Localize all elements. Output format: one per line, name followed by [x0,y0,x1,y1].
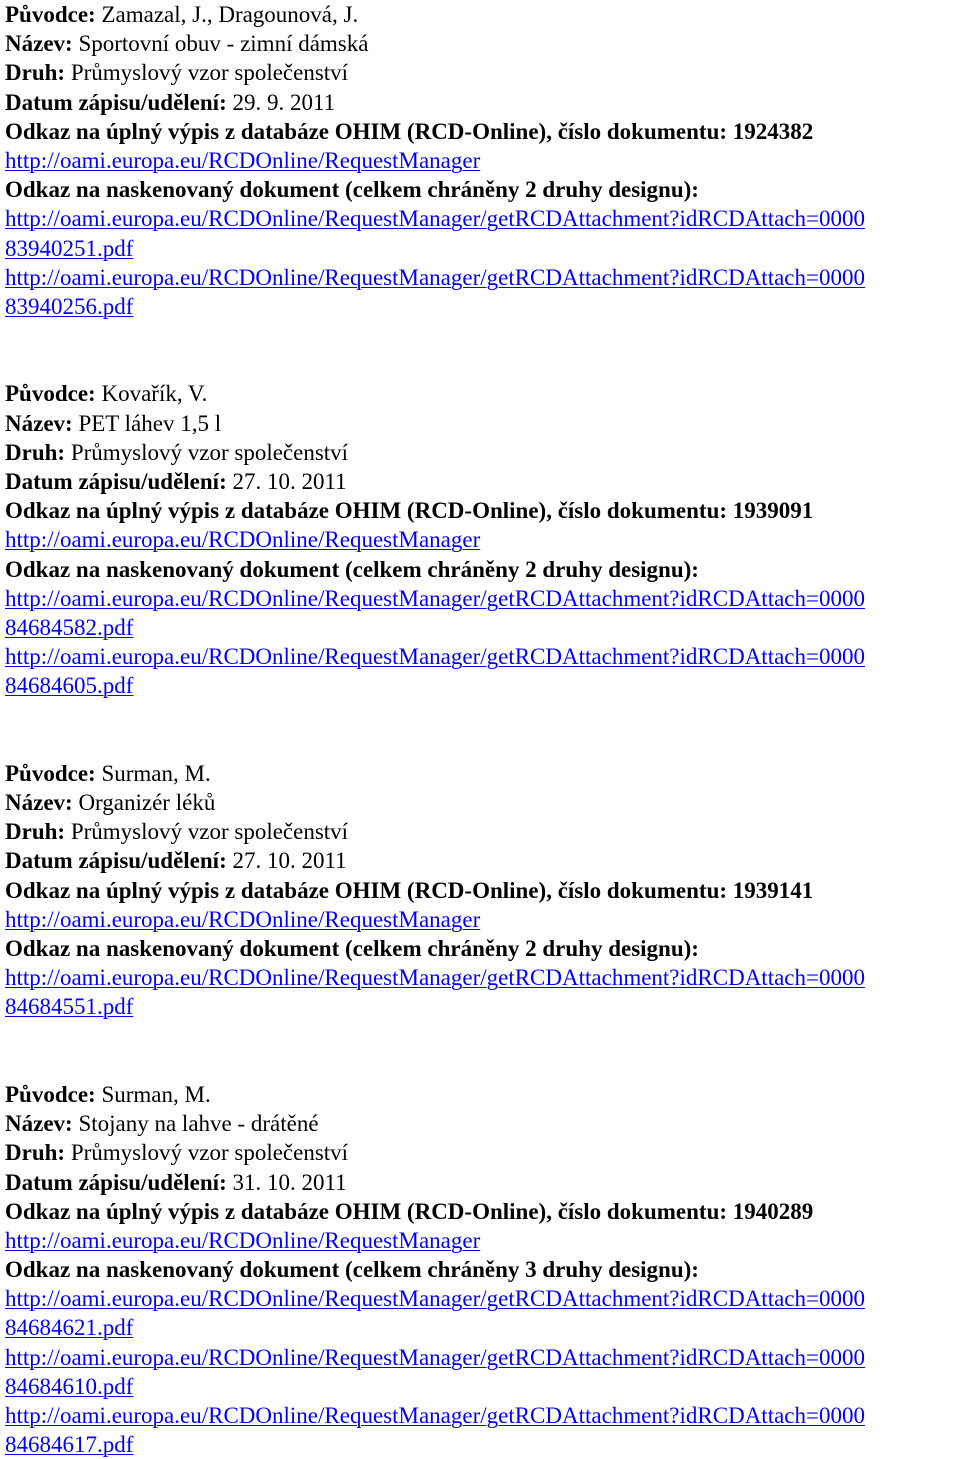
name-line [5,788,960,817]
author-value: Kovařík, V. [101,381,208,407]
date-value: 31. 10. 2011 [232,1169,347,1195]
type-line [5,817,960,846]
date-line [5,1168,960,1197]
record-2 [5,379,960,700]
spacer [5,701,960,759]
author-line [5,1080,960,1109]
author-line [5,0,960,29]
attachment-link[interactable]: http://oami.europa.eu/RCDOnline/RequestManager/getRCDAttachment?idRCDAttach=0000 [5,644,865,670]
attachment-link-filename[interactable]: 84684551.pdf [5,994,134,1020]
date-line [5,846,960,875]
name-label: Název: [5,1111,73,1137]
type-value: Průmyslový vzor společenství [70,819,349,845]
attachment-link[interactable]: http://oami.europa.eu/RCDOnline/RequestManager/getRCDAttachment?idRCDAttach=0000 [5,206,865,232]
attachment-link-filename[interactable]: 84684605.pdf [5,673,134,699]
ohim-text: Odkaz na úplný výpis z databáze OHIM (RCD-Online), číslo dokumentu: 1924382 [5,118,814,144]
attachment-link[interactable]: http://oami.europa.eu/RCDOnline/RequestManager/getRCDAttachment?idRCDAttach=0000 [5,264,865,290]
spacer [5,321,960,379]
type-label: Druh: [5,60,66,86]
ohim-link[interactable]: http://oami.europa.eu/RCDOnline/RequestManager [5,906,481,932]
name-label: Název: [5,31,73,57]
scan-text: Odkaz na naskenovaný dokument (celkem chráněny 2 druhy designu): [5,177,699,203]
name-label: Název: [5,790,73,816]
date-line [5,467,960,496]
ohim-link[interactable]: http://oami.europa.eu/RCDOnline/RequestManager [5,1227,481,1253]
type-label: Druh: [5,819,66,845]
ohim-link[interactable]: http://oami.europa.eu/RCDOnline/RequestManager [5,147,481,173]
author-label: Původce: [5,2,96,27]
attachment-link-filename[interactable]: 84684621.pdf [5,1315,134,1341]
scan-text: Odkaz na naskenovaný dokument (celkem chráněny 2 druhy designu): [5,936,699,962]
date-label: Datum zápisu/udělení: [5,848,227,874]
record-1 [5,0,960,321]
name-value: Organizér léků [78,790,216,816]
attachment-link[interactable]: http://oami.europa.eu/RCDOnline/RequestManager/getRCDAttachment?idRCDAttach=0000 [5,1344,865,1370]
name-value: PET láhev 1,5 l [78,410,222,436]
name-label: Název: [5,410,73,436]
name-line [5,1109,960,1138]
scan-text: Odkaz na naskenovaný dokument (celkem chráněny 3 druhy designu): [5,1257,699,1283]
attachment-link-filename[interactable]: 83940256.pdf [5,293,134,319]
author-value: Zamazal, J., Dragounová, J. [101,2,359,27]
attachment-link[interactable]: http://oami.europa.eu/RCDOnline/RequestManager/getRCDAttachment?idRCDAttach=0000 [5,1403,865,1429]
date-value: 29. 9. 2011 [232,89,336,115]
ohim-text: Odkaz na úplný výpis z databáze OHIM (RCD-Online), číslo dokumentu: 1939091 [5,498,814,524]
date-label: Datum zápisu/udělení: [5,469,227,495]
date-line [5,88,960,117]
type-label: Druh: [5,1140,66,1166]
date-value: 27. 10. 2011 [232,469,347,495]
author-label: Původce: [5,1081,96,1107]
record-3 [5,759,960,1022]
type-line [5,58,960,87]
ohim-text: Odkaz na úplný výpis z databáze OHIM (RCD-Online), číslo dokumentu: 1940289 [5,1198,814,1224]
type-line [5,1138,960,1167]
type-value: Průmyslový vzor společenství [70,1140,349,1166]
author-label: Původce: [5,381,96,407]
type-value: Průmyslový vzor společenství [70,439,349,465]
author-label: Původce: [5,760,96,786]
type-line [5,438,960,467]
name-line [5,409,960,438]
author-line [5,379,960,408]
author-value: Surman, M. [101,760,211,786]
attachment-link-filename[interactable]: 83940251.pdf [5,235,134,261]
name-value: Stojany na lahve - drátěné [78,1111,319,1137]
name-value: Sportovní obuv - zimní dámská [78,31,369,57]
date-label: Datum zápisu/udělení: [5,89,227,115]
attachment-link[interactable]: http://oami.europa.eu/RCDOnline/RequestManager/getRCDAttachment?idRCDAttach=0000 [5,585,865,611]
author-value: Surman, M. [101,1081,211,1107]
spacer [5,1022,960,1080]
ohim-text: Odkaz na úplný výpis z databáze OHIM (RCD-Online), číslo dokumentu: 1939141 [5,877,814,903]
attachment-link-filename[interactable]: 84684617.pdf [5,1432,134,1458]
attachment-link-filename[interactable]: 84684610.pdf [5,1373,134,1399]
date-label: Datum zápisu/udělení: [5,1169,227,1195]
attachment-link[interactable]: http://oami.europa.eu/RCDOnline/RequestManager/getRCDAttachment?idRCDAttach=0000 [5,1286,865,1312]
scan-text: Odkaz na naskenovaný dokument (celkem chráněny 2 druhy designu): [5,556,699,582]
ohim-link[interactable]: http://oami.europa.eu/RCDOnline/RequestManager [5,527,481,553]
attachment-link[interactable]: http://oami.europa.eu/RCDOnline/RequestManager/getRCDAttachment?idRCDAttach=0000 [5,965,865,991]
type-label: Druh: [5,439,66,465]
date-value: 27. 10. 2011 [232,848,347,874]
attachment-link-filename[interactable]: 84684582.pdf [5,614,134,640]
type-value: Průmyslový vzor společenství [70,60,349,86]
record-4 [5,1080,960,1459]
name-line [5,29,960,58]
author-line [5,759,960,788]
